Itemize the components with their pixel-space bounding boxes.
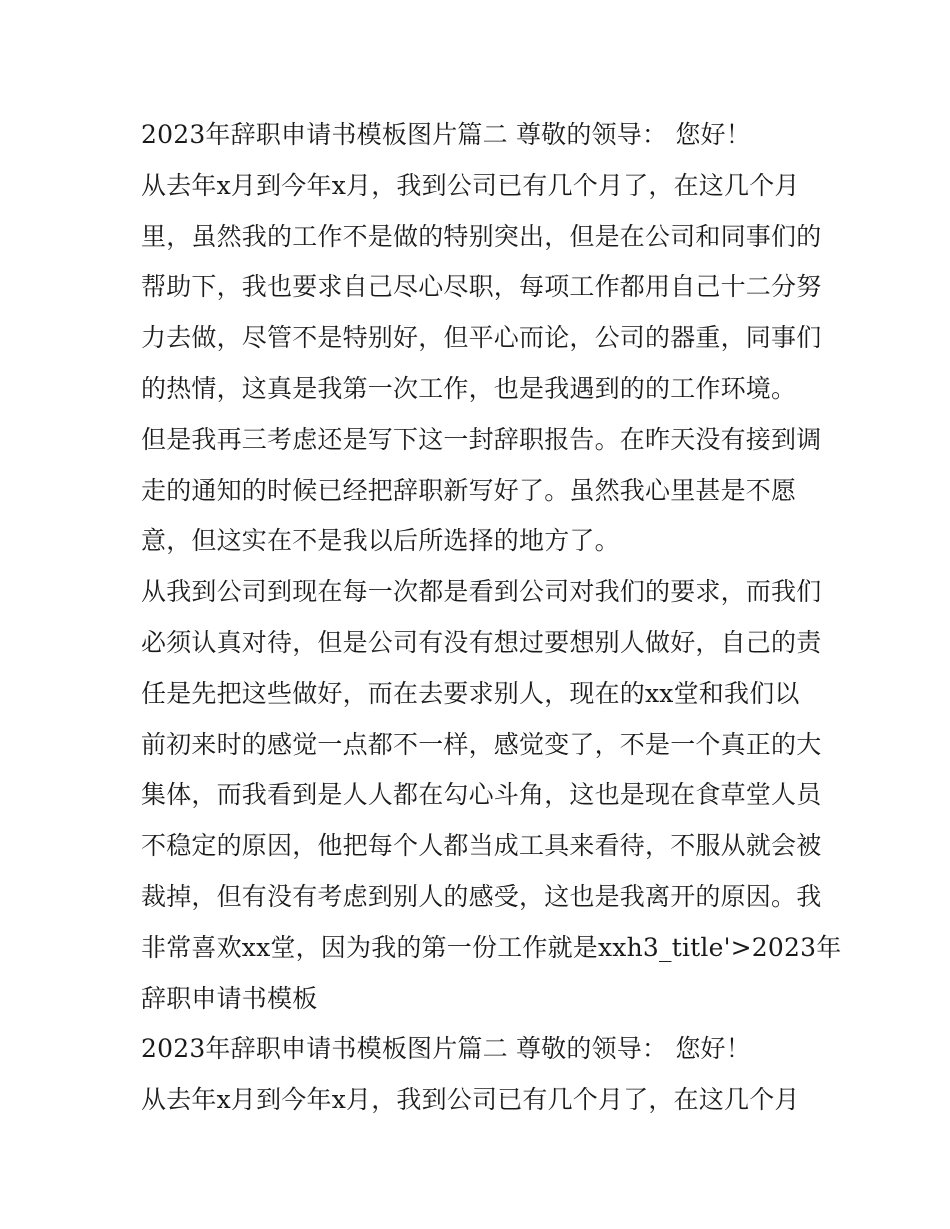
text-line: 2023年辞职申请书模板图片篇二 尊敬的领导： 您好！ [141, 1034, 751, 1064]
text-line: 里，虽然我的工作不是做的特别突出，但是在公司和同事们的 [141, 221, 822, 251]
text-line: 非常喜欢xx堂，因为我的第一份工作就是xxh3_title'>2023年 [141, 932, 842, 962]
text-line: 从去年x月到今年x月，我到公司已有几个月了，在这几个月 [141, 1085, 800, 1115]
text-line: 走的通知的时候已经把辞职新写好了。虽然我心里甚是不愿 [141, 475, 797, 505]
text-line: 辞职申请书模板 [141, 983, 318, 1013]
text-line: 裁掉，但有没有考虑到别人的感受，这也是我离开的原因。我 [141, 881, 822, 911]
text-line: 力去做，尽管不是特别好，但平心而论，公司的器重，同事们 [141, 323, 822, 353]
text-line: 从去年x月到今年x月，我到公司已有几个月了，在这几个月 [141, 170, 800, 200]
text-line: 但是我再三考虑还是写下这一封辞职报告。在昨天没有接到调 [141, 424, 822, 454]
text-line: 集体，而我看到是人人都在勾心斗角，这也是现在食草堂人员 [141, 780, 822, 810]
text-line: 从我到公司到现在每一次都是看到公司对我们的要求，而我们 [141, 577, 822, 607]
text-line: 不稳定的原因，他把每个人都当成工具来看待，不服从就会被 [141, 831, 822, 861]
text-line: 的热情，这真是我第一次工作，也是我遇到的的工作环境。 [141, 373, 797, 403]
text-line: 前初来时的感觉一点都不一样，感觉变了，不是一个真正的大 [141, 729, 822, 759]
text-line: 必须认真对待，但是公司有没有想过要想别人做好，自己的责 [141, 627, 822, 657]
text-line: 意，但这实在不是我以后所选择的地方了。 [141, 526, 620, 556]
text-line: 2023年辞职申请书模板图片篇二 尊敬的领导： 您好！ [141, 120, 751, 149]
text-line: 帮助下，我也要求自己尽心尽职，每项工作都用自己十二分努 [141, 272, 822, 302]
document-body [141, 110, 842, 1126]
text-line: 任是先把这些做好，而在去要求别人，现在的xx堂和我们以 [141, 678, 800, 708]
